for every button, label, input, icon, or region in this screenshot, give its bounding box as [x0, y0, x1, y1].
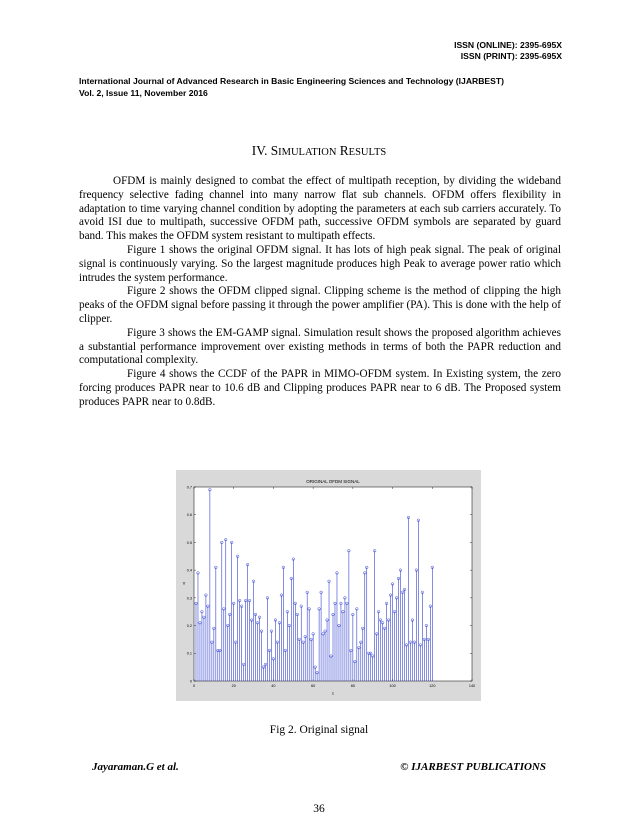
figure-caption: Fig 2. Original signal — [269, 724, 369, 736]
x-tick-label: 100 — [389, 684, 396, 688]
journal-title: International Journal of Advanced Research in Basic Engineering Sciences and Technology (IJARBEST) — [79, 76, 505, 86]
y-tick-label: 0.5 — [186, 540, 192, 545]
footer-publisher: © IJARBEST PUBLICATIONS — [400, 761, 546, 773]
issn-print: ISSN (PRINT): 2395-695X — [460, 51, 562, 61]
y-axis-label: Y — [182, 581, 186, 586]
x-tick-label: 120 — [429, 684, 436, 688]
x-axis-label: t — [332, 691, 334, 696]
y-tick-label: 0.2 — [186, 623, 192, 628]
page-number: 36 — [313, 803, 325, 815]
section-heading — [0, 143, 638, 159]
y-tick-label: 0.4 — [186, 568, 192, 573]
section-heading-smallcaps-2: ESULTS — [348, 147, 387, 158]
x-tick-label: 80 — [350, 684, 355, 688]
section-heading-initial-2: R — [336, 143, 349, 158]
x-tick-label: 20 — [231, 684, 236, 688]
x-tick-label: 60 — [311, 684, 316, 688]
y-tick-label: 0.7 — [186, 485, 192, 490]
issn-online: ISSN (ONLINE): 2395-695X — [454, 40, 562, 50]
paragraph: Figure 1 shows the original OFDM signal. It has lots of high peak signal. The peak of original signal is continuously varying. So the largest magnitude produces high Peak to average power ratio which intrudes the system performance. — [79, 243, 561, 284]
section-heading-prefix: IV. S — [251, 143, 279, 158]
paragraph: Figure 2 shows the OFDM clipped signal. Clipping scheme is the method of clipping the high peaks of the OFDM signal before passing it through the power amplifier (PA). This is done with the help of clipper. — [79, 285, 561, 325]
section-heading-smallcaps-1: IMULATION — [278, 147, 337, 158]
paragraph: Figure 4 shows the CCDF of the PAPR in MIMO-OFDM system. In Existing system, the zero forcing produces PAPR near to 10.6 dB and Clipping produces PAPR near to 6 dB. The Proposed system produces PAPR near to 0.8dB. — [79, 368, 561, 408]
body-text — [79, 175, 561, 410]
footer-author: Jayaraman.G et al. — [92, 761, 179, 773]
x-tick-label: 140 — [468, 684, 476, 688]
y-tick-label: 0.6 — [186, 513, 192, 518]
y-tick-label: 0.1 — [186, 651, 192, 656]
journal-volume: Vol. 2, Issue 11, November 2016 — [79, 88, 208, 98]
stem-chart — [176, 470, 481, 701]
chart-title: ORIGINAL OFDM SIGNAL — [306, 479, 360, 484]
paragraph: OFDM is mainly designed to combat the effect of multipath reception, by dividing the wideband frequency selective fading channel into many narrow flat sub channels. OFDM offers flexibility in adaptation to time varying channel condition by adopting the parameters at each sub carriers accurately. To avoid ISI due to multipath, successive OFDM path, successive OFDM symbols are separated by guard band. This makes the OFDM system resistant to multipath effects. — [79, 175, 561, 243]
y-tick-label: 0.3 — [186, 596, 192, 601]
x-tick-label: 40 — [271, 684, 276, 688]
paragraph: Figure 3 shows the EM-GAMP signal. Simulation result shows the proposed algorithm achieves a substantial performance improvement over existing methods in terms of both the PAPR reduction and computational complexity. — [79, 326, 561, 367]
x-tick-label: 0 — [192, 684, 196, 688]
figure-original-signal — [176, 470, 481, 701]
y-tick-label: 0 — [189, 679, 192, 684]
